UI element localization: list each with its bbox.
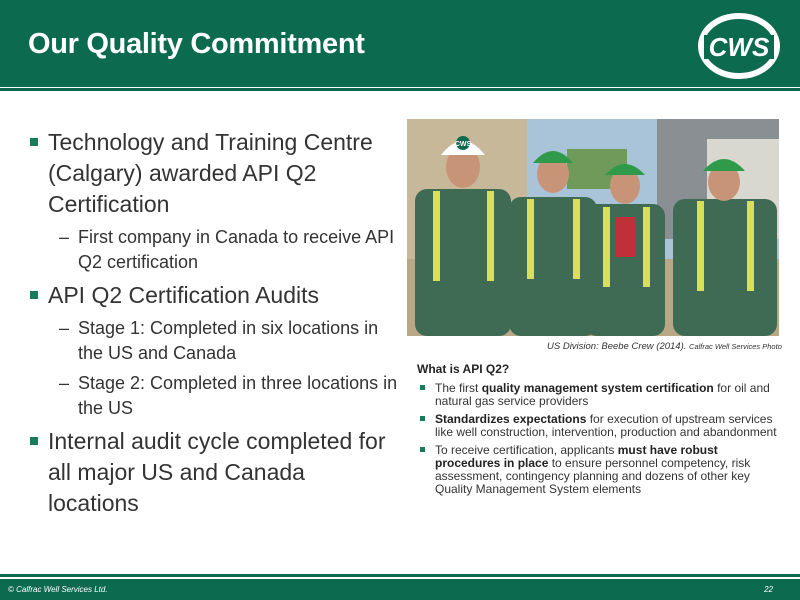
caption-credit: Calfrac Well Services Photo bbox=[689, 342, 782, 351]
bullet-item bbox=[28, 127, 398, 220]
company-logo bbox=[694, 8, 784, 80]
info-text-bold: quality management system certification bbox=[481, 381, 714, 395]
sub-bullet-text: Stage 2: Completed in three locations in the US bbox=[78, 373, 398, 418]
caption-main: US Division: Beebe Crew (2014). bbox=[547, 341, 687, 352]
dash-icon: – bbox=[59, 373, 70, 393]
info-text-bold: must have robust procedures in place bbox=[435, 443, 718, 470]
sub-bullet-item bbox=[28, 371, 398, 421]
bullet-square-icon bbox=[420, 416, 425, 421]
footer-divider bbox=[0, 574, 800, 577]
bullet-square-icon bbox=[30, 437, 38, 445]
footer-bar bbox=[0, 579, 800, 600]
bullet-square-icon bbox=[30, 138, 38, 146]
dash-icon: – bbox=[59, 318, 70, 338]
info-text-pre: The first bbox=[435, 381, 482, 395]
bullet-text: Internal audit cycle completed for all major US and Canada locations bbox=[48, 428, 386, 516]
logo-text: CWS bbox=[708, 32, 770, 62]
photo-caption bbox=[547, 341, 782, 352]
header-divider bbox=[0, 88, 800, 91]
bullet-square-icon bbox=[30, 291, 38, 299]
main-bullets bbox=[28, 127, 398, 524]
bullet-square-icon bbox=[420, 447, 425, 452]
info-text-post: for execution of upstream services like well construction, intervention, production and abandonment bbox=[435, 412, 777, 439]
page-title: Our Quality Commitment bbox=[28, 28, 365, 60]
info-text-post: to ensure personnel competency, risk assessment, contingency planning and dozens of other key Quality Management System elements bbox=[435, 456, 751, 496]
page-number: 22 bbox=[764, 585, 773, 594]
info-text-post: for oil and natural gas service providers bbox=[435, 381, 770, 408]
sub-bullet-text: First company in Canada to receive API Q2 certification bbox=[78, 227, 395, 272]
info-bullet bbox=[417, 413, 782, 439]
api-q2-info bbox=[417, 362, 782, 501]
header-bar bbox=[0, 0, 800, 87]
section-heading: What is API Q2? bbox=[417, 362, 510, 376]
crew-photo-illustration bbox=[407, 119, 779, 336]
hardhat-logo-text: CWS bbox=[454, 141, 472, 148]
bullet-item bbox=[28, 426, 398, 519]
bullet-text: API Q2 Certification Audits bbox=[48, 282, 320, 308]
crew-photo bbox=[407, 119, 779, 336]
bullet-text: Technology and Training Centre (Calgary) awarded API Q2 Certification bbox=[48, 129, 373, 217]
info-bullet bbox=[417, 382, 782, 408]
info-bullet bbox=[417, 444, 782, 496]
info-text-bold: Standardizes expectations bbox=[435, 412, 587, 426]
info-text-pre: To receive certification, applicants bbox=[435, 443, 618, 457]
sub-bullet-item bbox=[28, 225, 398, 275]
dash-icon: – bbox=[59, 227, 70, 247]
bullet-square-icon bbox=[420, 385, 425, 390]
sub-bullet-item bbox=[28, 316, 398, 366]
sub-bullet-text: Stage 1: Completed in six locations in the US and Canada bbox=[78, 318, 379, 363]
copyright-text: © Calfrac Well Services Ltd. bbox=[8, 585, 108, 594]
bullet-item bbox=[28, 280, 398, 311]
